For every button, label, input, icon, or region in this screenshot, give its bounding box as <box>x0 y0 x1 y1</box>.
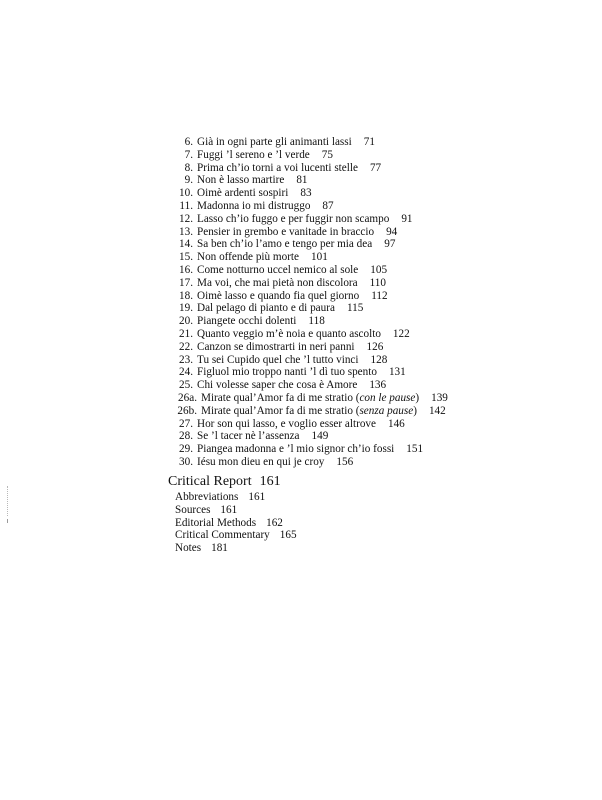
toc-entry <box>168 328 598 341</box>
critical-report-item <box>175 491 297 504</box>
entry-title: Figluol mio troppo nanti ’l dì tuo spento <box>197 366 377 379</box>
entry-page: 131 <box>388 366 406 379</box>
toc-entry <box>168 379 598 392</box>
item-page: 162 <box>266 516 283 529</box>
entry-page: 101 <box>311 251 328 264</box>
entry-page: 142 <box>428 404 446 417</box>
entry-title: Chi volesse saper che cosa è Amore <box>197 379 358 392</box>
entry-title: Come notturno uccel nemico al sole <box>197 263 359 276</box>
item-title: Editorial Methods <box>175 516 257 529</box>
entry-page: 112 <box>371 289 388 302</box>
item-title: Sources <box>175 503 211 516</box>
item-title: Abbreviations <box>175 491 239 503</box>
item-title: Notes <box>175 542 202 555</box>
entry-title: Oimè ardenti sospiri <box>197 187 289 200</box>
entry-title: Prima ch’io torni a voi lucenti stelle <box>197 161 358 174</box>
entry-title: Mirate qual’Amor fa di me stratio (senza pause) <box>201 404 417 417</box>
entry-page: 122 <box>392 327 410 340</box>
entry-page: 83 <box>300 187 312 200</box>
item-page: 161 <box>248 491 266 503</box>
entry-page: 105 <box>370 263 388 276</box>
toc-entry <box>168 149 598 162</box>
toc-entry <box>168 341 598 354</box>
entry-title: Ma voi, che mai pietà non discolora <box>197 276 358 289</box>
entry-number: 27. <box>179 417 193 430</box>
entry-page: 149 <box>311 430 329 443</box>
toc-entry <box>168 430 598 443</box>
entry-title: Madonna io mi distruggo <box>197 199 311 212</box>
entry-title: Fuggi ’l sereno e ’l verde <box>197 148 310 161</box>
table-of-contents <box>168 136 598 469</box>
entry-number: 26a. <box>178 391 197 404</box>
entry-title: Piangete occhi dolenti <box>197 315 297 328</box>
entry-number: 30. <box>179 455 193 468</box>
toc-entry <box>168 213 598 226</box>
item-page: 165 <box>279 529 297 542</box>
entry-note: con le pause <box>359 391 416 404</box>
critical-report-item <box>175 529 297 542</box>
entry-title: Canzon se dimostrarti in neri panni <box>197 340 355 353</box>
entry-number: 23. <box>179 353 193 366</box>
toc-entry <box>168 366 598 379</box>
entry-number: 8. <box>184 161 193 174</box>
entry-title: Oimè lasso e quando fia quel giorno <box>197 289 360 302</box>
entry-number: 22. <box>179 340 193 353</box>
entry-page: 91 <box>401 212 413 225</box>
entry-title: Tu sei Cupido quel che ’l tutto vinci <box>197 353 359 366</box>
entry-title: Iésu mon dieu en qui je croy <box>197 455 325 468</box>
entry-title: Lasso ch’io fuggo e per fuggir non scampo <box>197 212 390 225</box>
entry-page: 118 <box>308 315 325 328</box>
entry-title: Piangea madonna e ’l mio signor ch’io fossi <box>197 443 395 456</box>
toc-entry <box>168 226 598 239</box>
entry-title: Non è lasso martire <box>197 174 285 187</box>
entry-title: Quanto veggio m’è noia e quanto ascolto <box>197 327 381 340</box>
entry-page: 146 <box>387 417 405 430</box>
entry-page: 81 <box>296 174 308 187</box>
entry-title: Mirate qual’Amor fa di me stratio (con le pause) <box>201 391 420 404</box>
entry-page: 97 <box>384 238 396 251</box>
critical-report-item <box>175 504 297 517</box>
toc-entry <box>168 290 598 303</box>
critical-report-item <box>175 517 297 530</box>
entry-page: 156 <box>336 455 354 468</box>
toc-entry <box>168 277 598 290</box>
entry-title: Sa ben ch’io l’amo e tengo per mia dea <box>197 238 373 251</box>
entry-page: 139 <box>431 391 448 404</box>
entry-number: 21. <box>179 327 193 340</box>
margin-dot <box>7 519 8 523</box>
item-page: 181 <box>211 542 228 555</box>
item-title: Critical Commentary <box>175 529 270 542</box>
entry-page: 110 <box>369 276 386 289</box>
entry-note: senza pause <box>359 404 414 417</box>
toc-entry <box>168 315 598 328</box>
critical-report-heading <box>168 474 281 490</box>
entry-number: 28. <box>179 430 193 443</box>
toc-entry <box>168 264 598 277</box>
entry-number: 26b. <box>177 404 197 417</box>
item-page: 161 <box>220 503 238 516</box>
entry-number: 7. <box>184 148 193 161</box>
entry-number: 6. <box>184 136 193 148</box>
toc-entry-26b <box>168 405 598 418</box>
entry-title: Pensier in grembo e vanitade in braccio <box>197 225 375 238</box>
entry-number: 15. <box>179 251 193 264</box>
toc-entry <box>168 162 598 175</box>
toc-entry <box>168 187 598 200</box>
entry-number: 9. <box>184 174 193 187</box>
critical-report-item <box>175 542 297 555</box>
entry-page: 136 <box>369 379 387 392</box>
toc-entry <box>168 418 598 431</box>
toc-entry <box>168 456 598 469</box>
margin-mark <box>7 486 9 516</box>
entry-number: 13. <box>179 225 193 238</box>
toc-entry <box>168 238 598 251</box>
entry-page: 126 <box>366 340 384 353</box>
entry-number: 20. <box>179 315 193 328</box>
entry-number: 19. <box>179 302 193 315</box>
toc-entry <box>168 354 598 367</box>
toc-entry <box>168 136 598 149</box>
entry-number: 16. <box>179 263 193 276</box>
entry-page: 115 <box>346 302 364 315</box>
entry-number: 14. <box>179 238 193 251</box>
entry-number: 10. <box>179 187 193 200</box>
toc-entry <box>168 443 598 456</box>
entry-title: Se ’l tacer nè l’assenza <box>197 430 300 443</box>
entry-number: 18. <box>179 289 193 302</box>
toc-entry <box>168 174 598 187</box>
entry-title: Dal pelago di pianto e di paura <box>197 302 335 315</box>
entry-title: Già in ogni parte gli animanti lassi <box>197 136 352 148</box>
toc-entry-26a <box>168 392 598 405</box>
entry-number: 17. <box>179 276 193 289</box>
entry-page: 77 <box>369 161 382 174</box>
critical-report-page: 161 <box>259 474 281 489</box>
entry-number: 24. <box>179 366 193 379</box>
entry-page: 71 <box>363 136 375 148</box>
entry-page: 151 <box>406 443 424 456</box>
entry-title: Non offende più morte <box>197 251 300 264</box>
critical-report-title: Critical Report <box>168 474 252 489</box>
entry-page: 87 <box>322 199 334 212</box>
entry-page: 128 <box>370 353 388 366</box>
entry-number: 11. <box>179 199 193 212</box>
critical-report-list <box>175 491 297 555</box>
toc-entry <box>168 251 598 264</box>
entry-number: 29. <box>179 443 193 456</box>
entry-page: 94 <box>386 225 398 238</box>
entry-number: 25. <box>179 379 193 392</box>
entry-title: Hor son qui lasso, e voglio esser altrove <box>197 417 376 430</box>
toc-entry <box>168 302 598 315</box>
entry-number: 12. <box>179 212 193 225</box>
toc-entry <box>168 200 598 213</box>
entry-page: 75 <box>321 148 333 161</box>
